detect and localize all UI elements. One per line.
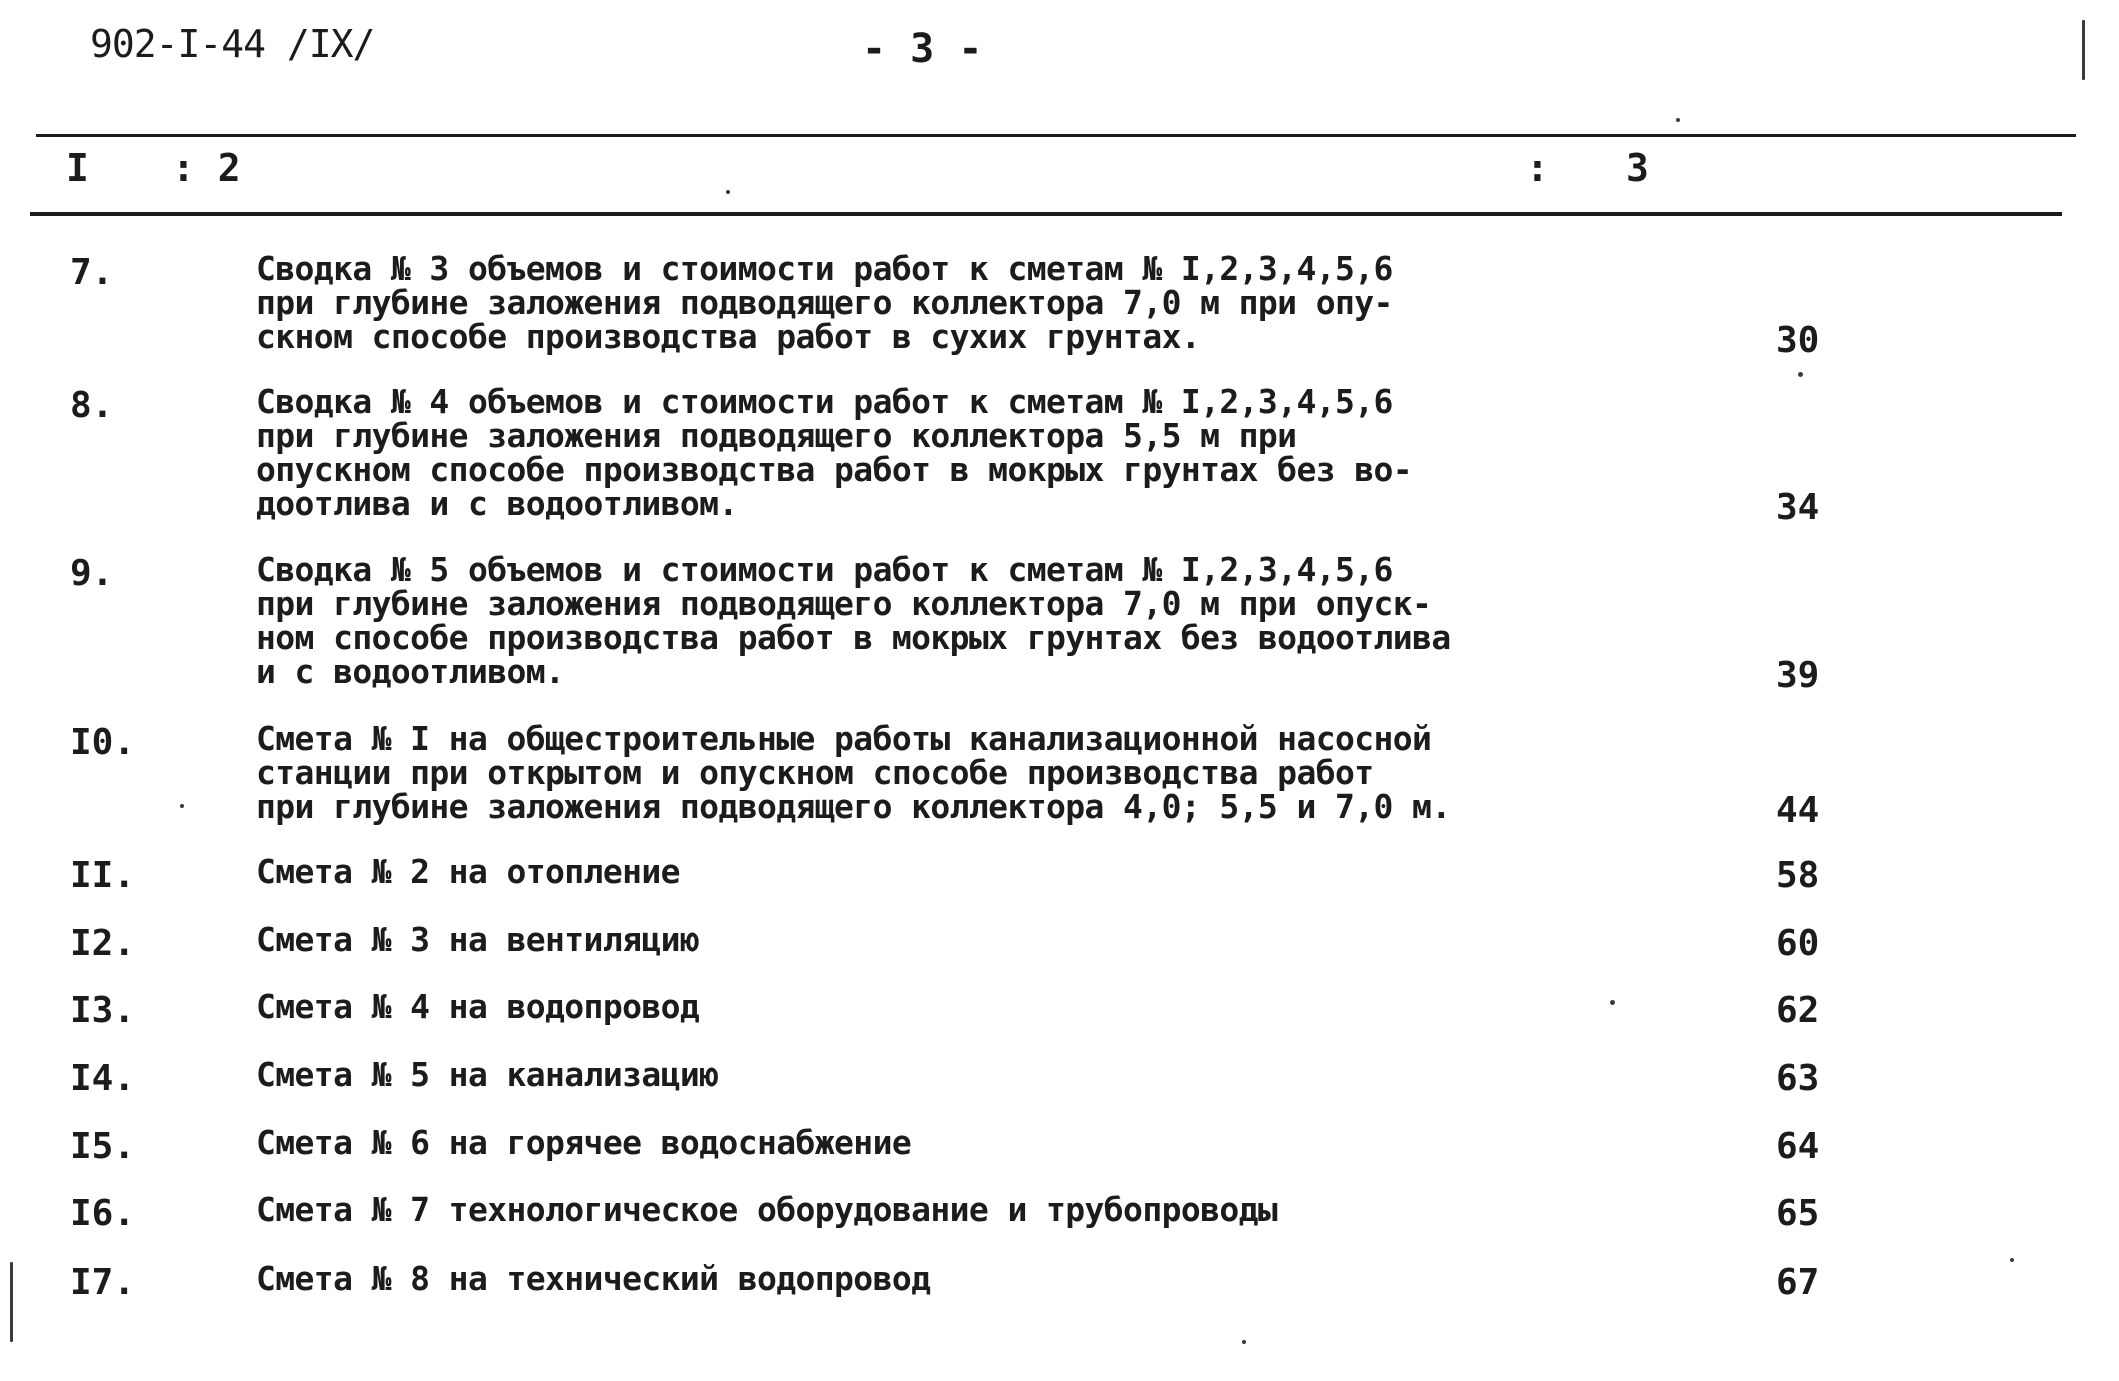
row-description-line: при глубине заложения подводящего коллектора 7,0 м при опу- [256,283,1393,322]
scan-speck [1242,1340,1246,1344]
row-page-number: 30 [1776,320,1820,361]
row-description-line: Смета № 8 на технический водопровод [256,1259,931,1298]
row-description-line: Смета № 2 на отопление [256,852,680,891]
row-description-line: Смета № 5 на канализацию [256,1055,719,1094]
row-page-number: 63 [1776,1058,1820,1099]
row-description-line: станции при открытом и опускном способе производства работ [256,753,1374,792]
row-number: I2. [70,923,136,964]
row-page-number: 67 [1776,1262,1820,1303]
scan-speck [726,190,730,194]
row-description-line: Смета № I на общестроительные работы канализационной насосной [256,719,1432,758]
row-description-line: Смета № 7 технологическое оборудование и трубопроводы [256,1190,1278,1229]
row-description-line: скном способе производства работ в сухих грунтах. [256,317,1201,356]
column-header-description: : 2 [172,146,241,190]
row-number: I4. [70,1058,136,1099]
row-page-number: 64 [1776,1126,1820,1167]
row-page-number: 60 [1776,923,1820,964]
row-page-number: 44 [1776,790,1820,831]
row-description-line: Сводка № 3 объемов и стоимости работ к сметам № I,2,3,4,5,6 [256,249,1393,288]
row-description-line: Сводка № 5 объемов и стоимости работ к сметам № I,2,3,4,5,6 [256,550,1393,589]
table-top-rule [36,134,2076,137]
row-number: I7. [70,1262,136,1303]
document-code: 902-I-44 /IX/ [90,22,375,66]
row-description-line: доотлива и с водоотливом. [256,484,738,523]
scan-speck [1610,1000,1615,1005]
row-description-line: Смета № 4 на водопровод [256,987,700,1026]
row-page-number: 34 [1776,487,1820,528]
row-description-line: Смета № 6 на горячее водоснабжение [256,1123,912,1162]
row-number: 7. [70,252,114,293]
row-page-number: 62 [1776,990,1820,1031]
row-description-line: и с водоотливом. [256,652,565,691]
row-description-line: Смета № 3 на вентиляцию [256,920,700,959]
row-number: I0. [70,722,136,763]
row-page-number: 65 [1776,1193,1820,1234]
column-header-page: 3 [1626,146,1649,190]
row-page-number: 39 [1776,655,1820,696]
row-description-line: опускном способе производства работ в мокрых грунтах без во- [256,450,1413,489]
row-description-line: при глубине заложения подводящего коллектора 5,5 м при [256,416,1297,455]
row-number: I3. [70,990,136,1031]
row-number: 8. [70,385,114,426]
scan-mark [2082,20,2085,80]
scan-mark [10,1262,13,1342]
row-description-line: Сводка № 4 объемов и стоимости работ к сметам № I,2,3,4,5,6 [256,382,1393,421]
row-number: II. [70,855,136,896]
scan-speck [1676,118,1680,122]
row-description-line: при глубине заложения подводящего коллектора 7,0 м при опуск- [256,584,1432,623]
row-page-number: 58 [1776,855,1820,896]
scan-speck [2010,1258,2014,1262]
row-description-line: ном способе производства работ в мокрых грунтах без водоотлива [256,618,1451,657]
column-header-separator: : [1526,146,1549,190]
scan-speck [180,804,184,808]
row-number: I5. [70,1126,136,1167]
column-header-number: I [66,146,89,190]
row-description-line: при глубине заложения подводящего коллектора 4,0; 5,5 и 7,0 м. [256,787,1451,826]
table-header-rule [30,212,2062,216]
page-number: - 3 - [862,26,983,72]
row-number: I6. [70,1193,136,1234]
scan-speck [1798,372,1803,377]
row-number: 9. [70,553,114,594]
